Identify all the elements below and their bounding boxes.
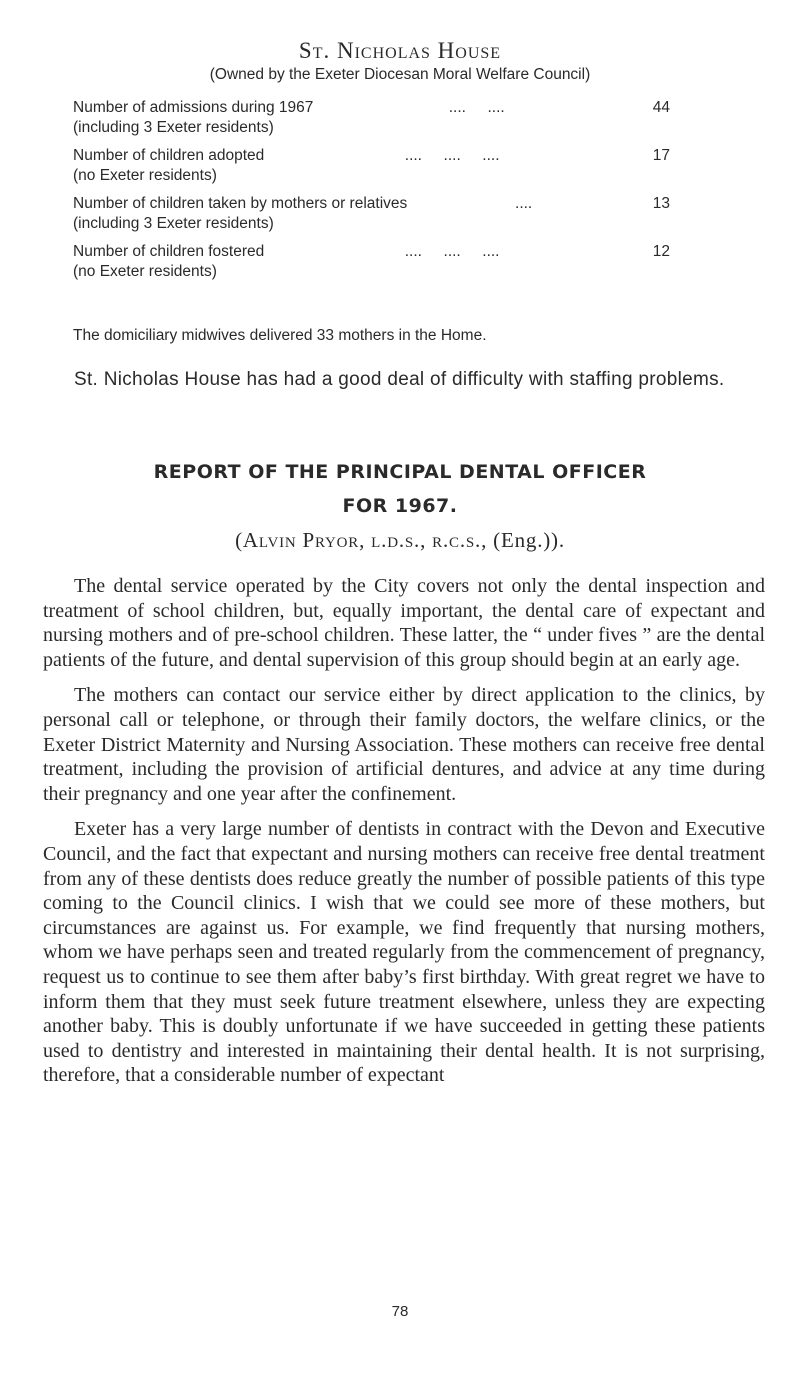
stat-leader-dots: .... .... bbox=[448, 99, 505, 116]
body-paragraph: Exeter has a very large number of dentists in contract with the Devon and Executive Council, and the fact that expectant and nursing mothers can receive free dental treatment from any of these dentists does reduce greatly the number of possible patients of this type coming to the Council clinics. I wish that we could see more of these mothers, but circumstances are against us. For example, we find frequently that nursing mothers, whom we have perhaps seen and treated regularly from the commencement of pregnancy, request us to continue to see them after baby’s first birthday. With great regret we have to inform them that they must seek future treatment elsewhere, unless they are expecting another baby. This is doubly unfortunate if we have succeeded in getting these patients used to dentistry and interested in maintaining their dental health. It is not surprising, therefore, that a considerable number of expectant bbox=[43, 818, 765, 1087]
body-paragraph: The dental service operated by the City covers not only the dental inspection and treatment of school children, but, equally important, the dental care of expectant and nursing mothers and of pre-school children. These latter, the “ under fives ” are the dental patients of the future, and dental supervision of this group should begin at an early age. bbox=[43, 575, 765, 671]
house-subtitle: (Owned by the Exeter Diocesan Moral Welfare Council) bbox=[209, 66, 591, 83]
midwives-note: The domiciliary midwives delivered 33 mothers in the Home. bbox=[73, 327, 487, 344]
stat-label: Number of children adopted bbox=[73, 147, 265, 164]
staffing-paragraph: St. Nicholas House has had a good deal of difficulty with staffing problems. bbox=[74, 369, 725, 390]
stat-item bbox=[73, 194, 670, 234]
stat-label: Number of children taken by mothers or relatives bbox=[73, 195, 408, 212]
house-title: St. Nicholas House bbox=[298, 38, 502, 63]
stat-item bbox=[73, 242, 670, 282]
admission-stats bbox=[73, 98, 670, 290]
stat-leader-dots: .... bbox=[515, 195, 533, 212]
stat-note: (including 3 Exeter residents) bbox=[73, 215, 274, 232]
page-number: 78 bbox=[391, 1303, 409, 1320]
stat-note: (including 3 Exeter residents) bbox=[73, 119, 274, 136]
stat-item bbox=[73, 98, 670, 138]
stat-leader-dots: .... .... .... bbox=[404, 243, 500, 260]
stat-note: (no Exeter residents) bbox=[73, 167, 217, 184]
report-heading-year: FOR 1967. bbox=[342, 495, 458, 517]
stat-value: 17 bbox=[652, 147, 670, 164]
stat-label: Number of children fostered bbox=[73, 243, 265, 260]
report-heading bbox=[0, 455, 800, 523]
stat-value: 13 bbox=[652, 195, 670, 212]
stat-leader-dots: .... .... .... bbox=[404, 147, 500, 164]
stat-value: 12 bbox=[652, 243, 670, 260]
author-qualification: (Eng.)). bbox=[487, 528, 565, 552]
author-open-paren: ( bbox=[235, 528, 243, 552]
stat-value: 44 bbox=[652, 99, 670, 116]
report-heading-line: REPORT OF THE PRINCIPAL DENTAL OFFICER bbox=[153, 461, 647, 483]
stat-note: (no Exeter residents) bbox=[73, 263, 217, 280]
author-line bbox=[0, 528, 800, 553]
stat-item bbox=[73, 146, 670, 186]
author-name: Alvin Pryor, l.d.s., r.c.s., bbox=[242, 528, 488, 552]
stat-label: Number of admissions during 1967 bbox=[73, 99, 314, 116]
body-paragraph: The mothers can contact our service either by direct application to the clinics, by personal call or telephone, or through their family doctors, the welfare clinics, or the Exeter District Maternity and Nursing Association. These mothers can receive free dental treatment, including the provision of artificial dentures, and advice at any time during their pregnancy and one year after the confinement. bbox=[43, 684, 765, 805]
report-body bbox=[43, 574, 765, 1099]
